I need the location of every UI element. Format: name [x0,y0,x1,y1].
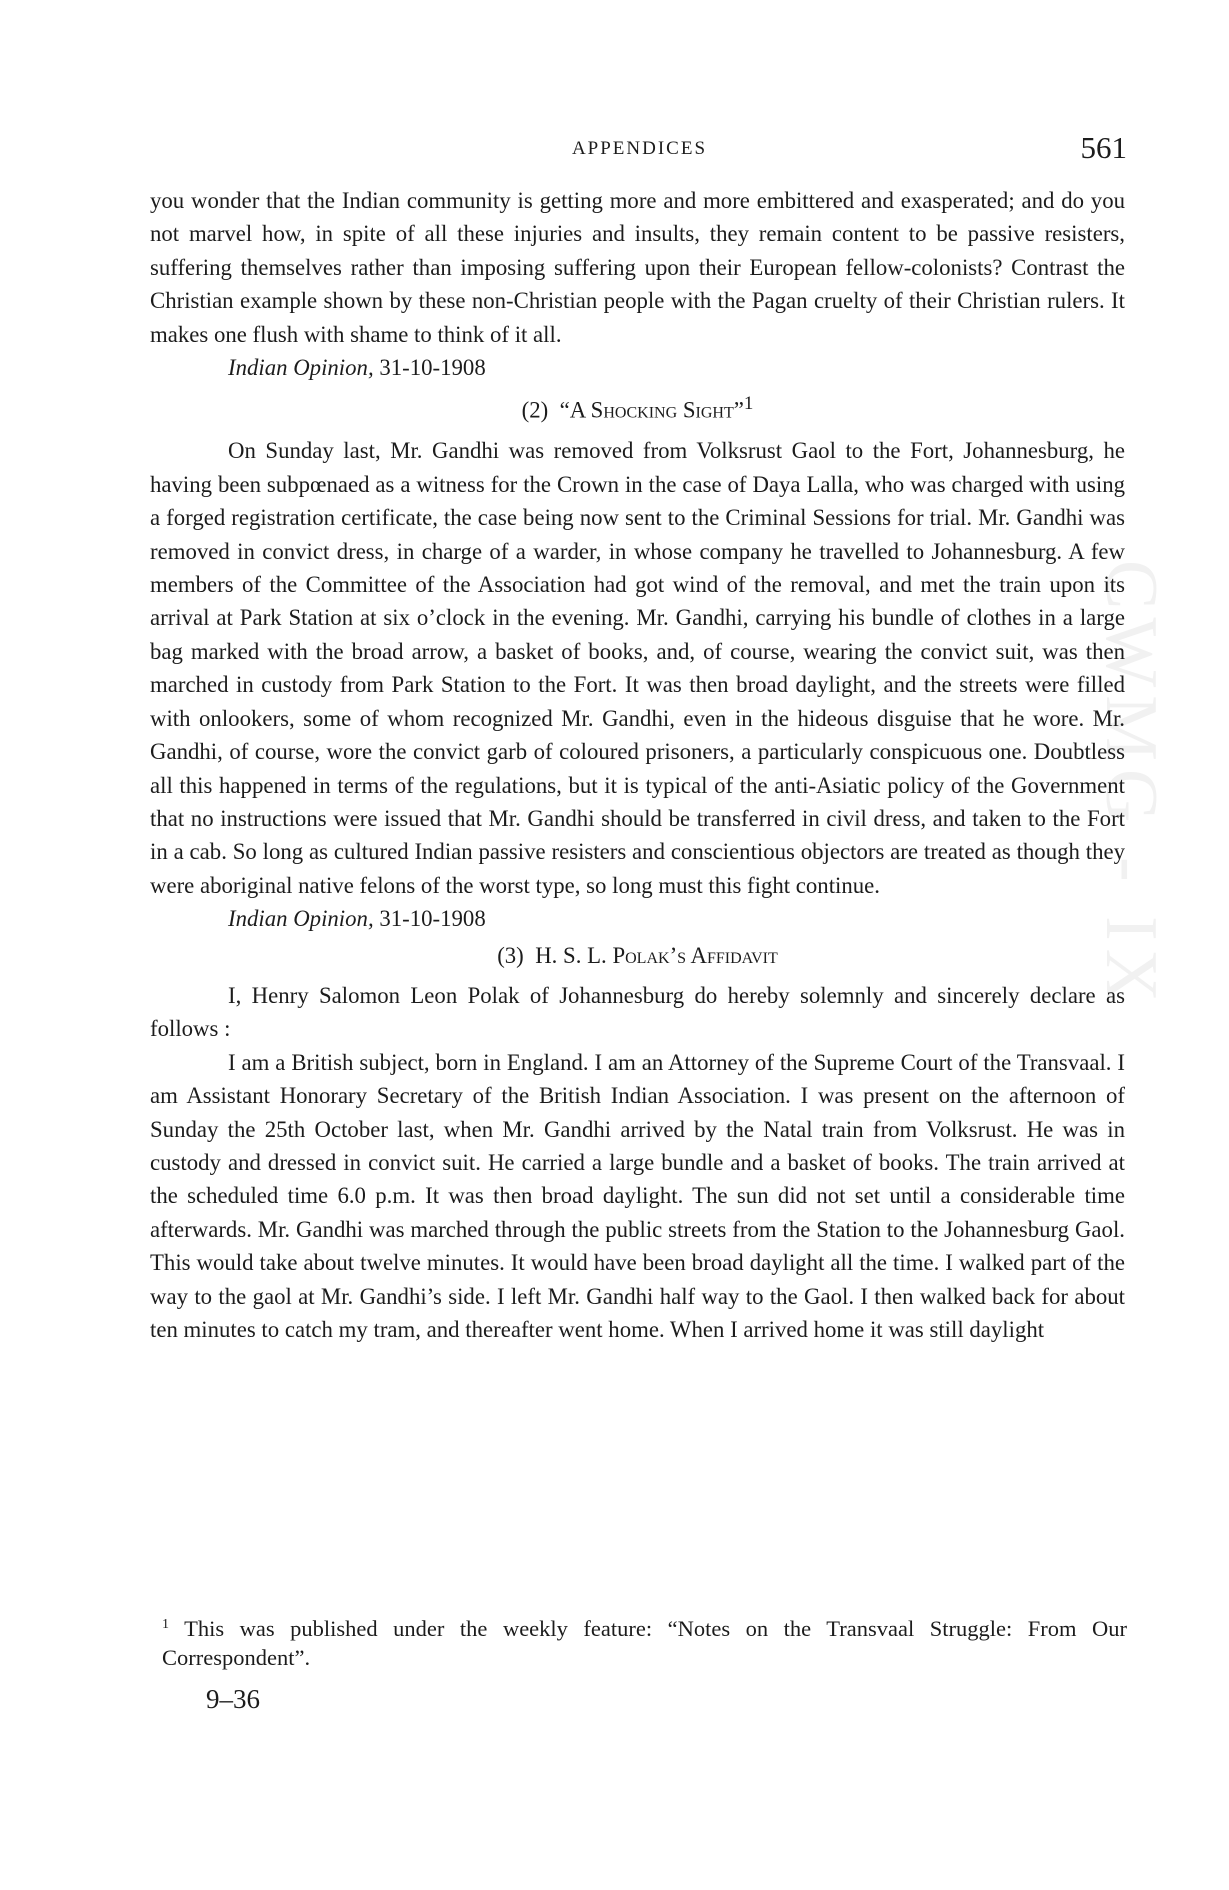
article-paragraph: On Sunday last, Mr. Gandhi was removed from Volksrust Gaol to the Fort, Johannesburg, he having been subpœnaed as a witness for the Crown in the case of Daya Lalla, who was charged with using a forged registration certificate, the case being now sent to the Criminal Sessions for trial. Mr. Gandhi was removed in convict dress, in charge of a warder, in whose company he travelled to Johannesburg. A few members of the Committee of the Association had got wind of the removal, and met the train upon its arrival at Park Station at six o’clock in the evening. Mr. Gandhi, carrying his bundle of clothes in a large bag marked with the broad arrow, a basket of books, and, of course, wearing the convict suit, was then marched in custody from Park Station to the Fort. It was then broad daylight, and the streets were filled with onlookers, some of whom recognized Mr. Gandhi, even in the hideous disguise that he wore. Mr. Gandhi, of course, wore the convict garb of coloured prisoners, a particularly conspicuous one. Doubtless all this happened in terms of the regulations, but it is typical of the anti-Asiatic policy of the Government that no instructions were issued that Mr. Gandhi should be transferred in civil dress, and taken to the Fort in a cab. So long as cultured Indian passive resisters and conscientious objectors are treated as though they were aboriginal native felons of the worst type, so long must this fight continue. [150,438,1125,898]
footnote-marker: 1 [743,393,754,415]
footnote-number: 1 [162,1617,169,1632]
continuation-paragraph: you wonder that the Indian community is getting more and more embittered and exasperated; and do you not marvel how, in spite of all these injuries and insults, they remain content to be passive resisters, suffering themselves rather than imposing suffering upon their European fellow-colonists? Contrast the Christian example shown by these non-Christian people with the Pagan cruelty of their Christian rulers. It makes one flush with shame to think of it all. [150,188,1125,347]
section-number: (3) [497,942,524,968]
section-number: (2) [521,398,549,424]
affidavit-opening: I, Henry Salomon Leon Polak of Johannesburg do hereby solemnly and sincerely declare as follows : [150,982,1125,1042]
body-text [150,184,1125,1346]
section-heading [150,939,1125,972]
section-title: “A Shocking Sight” [559,398,744,424]
page-number: 561 [1080,130,1127,165]
watermark: CWMG - IX [1090,560,1172,1011]
signature-mark: 9–36 [206,1684,260,1714]
running-head [152,130,1127,176]
source-date: 31-10-1908 [379,906,486,932]
section-heading [150,387,1125,427]
footnote-text: This was published under the weekly feature: “Notes on the Transvaal Struggle: From Our Correspondent”. [162,1616,1128,1670]
source-date: 31-10-1908 [379,355,486,381]
source-publication: Indian Opinion, [228,906,374,932]
section-title: H. S. L. Polak’s Affidavit [535,942,778,968]
source-citation [228,351,1125,384]
running-title: APPENDICES [571,138,708,159]
source-publication: Indian Opinion, [228,355,374,381]
affidavit-paragraph: I am a British subject, born in England. I am an Attorney of the Supreme Court of the Transvaal. I am Assistant Honorary Secretary of the British Indian Association. I was present on the afternoon of Sunday the 25th October last, when Mr. Gandhi arrived by the Natal train from Volksrust. He was in custody and dressed in convict suit. He carried a large bundle and a basket of books. The train arrived at the scheduled time 6.0 p.m. It was then broad daylight. The sun did not set until a considerable time afterwards. Mr. Gandhi was marched through the public streets from the Station to the Johannesburg Gaol. This would take about twelve minutes. It would have been broad daylight all the time. I walked part of the way to the gaol at Mr. Gandhi’s side. I left Mr. Gandhi half way to the Gaol. I then walked back for about ten minutes to catch my tram, and thereafter went home. When I arrived home it was still daylight [150,1049,1125,1342]
footnote [162,1610,1127,1672]
source-citation [228,902,1125,935]
